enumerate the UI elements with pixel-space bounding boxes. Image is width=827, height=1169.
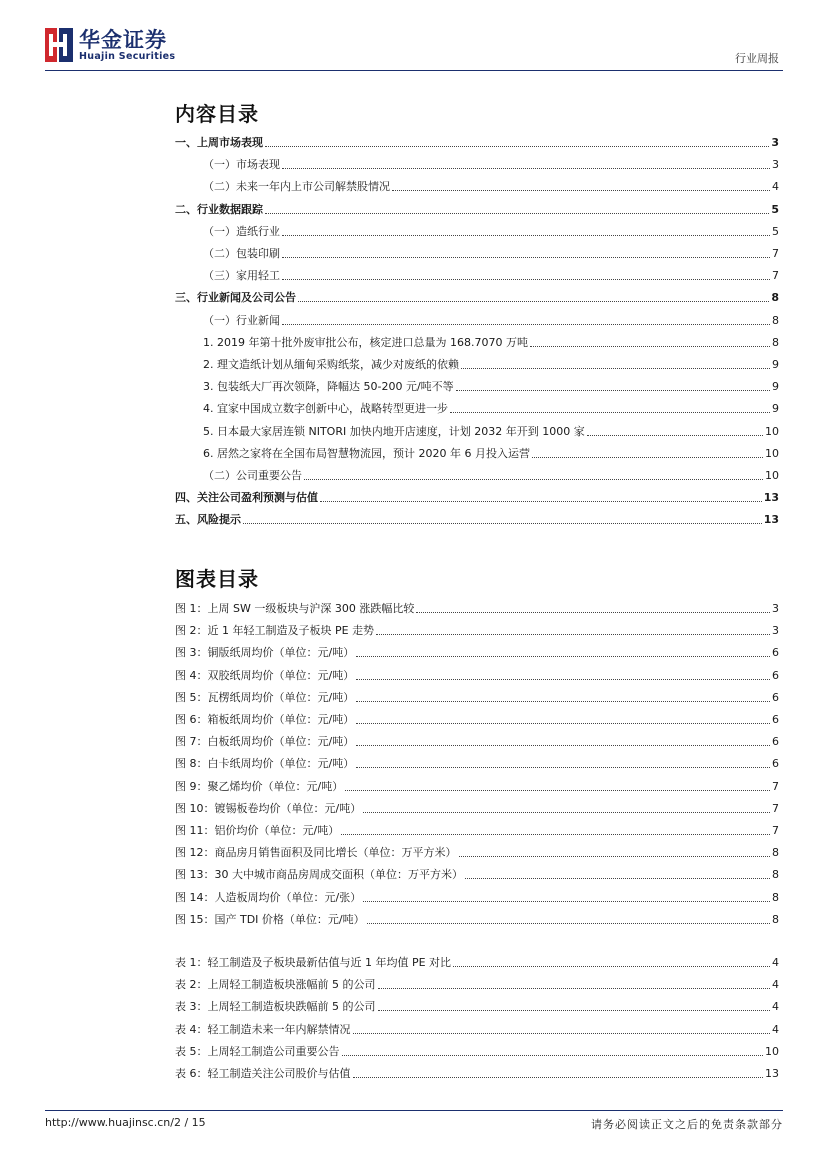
toc-entry-text: （一）市场表现: [203, 158, 280, 172]
toc-entry-page: 7: [772, 269, 779, 283]
toc-entry-page: 9: [772, 358, 779, 371]
table-entry-page: 10: [765, 1044, 779, 1058]
dot-leader: [363, 811, 770, 813]
dot-leader: [363, 900, 770, 902]
dot-leader: [243, 522, 762, 524]
figure-entry[interactable]: [175, 667, 779, 683]
dot-leader: [456, 389, 770, 391]
figure-entry[interactable]: [175, 622, 779, 638]
dot-leader: [416, 611, 770, 613]
figure-entry-text: 图 6：箱板纸周均价（单位：元/吨）: [175, 713, 355, 726]
dot-leader: [282, 323, 770, 325]
figure-entry[interactable]: [175, 733, 779, 749]
figure-entry[interactable]: [175, 689, 779, 705]
logo-mark-icon: [45, 28, 73, 62]
dot-leader: [304, 478, 763, 480]
dot-leader: [356, 744, 770, 746]
toc-entry-text: 3. 包装纸大厂再次领降，降幅达 50-200 元/吨不等: [203, 380, 454, 394]
figure-entry-text: 图 8：白卡纸周均价（单位：元/吨）: [175, 757, 355, 771]
company-logo: [45, 28, 175, 62]
table-entry-text: 表 2：上周轻工制造板块涨幅前 5 的公司: [175, 978, 376, 992]
logo-chinese-name: 华金证券: [79, 27, 167, 52]
dot-leader: [453, 965, 770, 967]
toc-entry[interactable]: [175, 134, 779, 150]
table-entry-page: 13: [765, 1067, 779, 1080]
dot-leader: [342, 1054, 764, 1056]
toc-entry[interactable]: [175, 201, 779, 217]
figure-entry-text: 图 15：国产 TDI 价格（单位：元/吨）: [175, 912, 365, 926]
toc-entry[interactable]: [203, 223, 779, 239]
toc-entry[interactable]: [203, 156, 779, 172]
dot-leader: [298, 300, 769, 302]
figure-entry[interactable]: [175, 711, 779, 727]
toc-entry[interactable]: [203, 467, 779, 483]
dot-leader: [265, 212, 769, 214]
toc-entry-page: 8: [771, 291, 779, 305]
toc-entry-page: 8: [772, 313, 779, 327]
toc-entry-text: 四、关注公司盈利预测与估值: [175, 491, 318, 505]
toc-entry[interactable]: [203, 423, 779, 439]
figure-entry-page: 6: [772, 757, 779, 771]
toc-entry-text: 6. 居然之家将在全国布局智慧物流园，预计 2020 年 6 月投入运营: [203, 446, 530, 460]
dot-leader: [353, 1076, 764, 1078]
figure-entry-page: 7: [772, 801, 779, 815]
dot-leader: [465, 877, 770, 879]
header-divider: [45, 70, 783, 71]
figure-entry-text: 图 12：商品房月销售面积及同比增长（单位：万平方米）: [175, 846, 457, 860]
table-entry-text: 表 5：上周轻工制造公司重要公告: [175, 1044, 340, 1058]
toc-entry[interactable]: [203, 178, 779, 194]
toc-entry-text: 1. 2019 年第十批外废审批公布，核定进口总量为 168.7070 万吨: [203, 335, 528, 349]
dot-leader: [356, 766, 770, 768]
toc-entry-page: 8: [772, 335, 779, 349]
toc-entry-page: 4: [772, 180, 779, 194]
toc-entry[interactable]: [175, 489, 779, 505]
figure-entry-page: 6: [772, 713, 779, 726]
figure-entry-text: 图 7：白板纸周均价（单位：元/吨）: [175, 735, 355, 749]
toc-entry-text: （一）行业新闻: [203, 313, 280, 327]
figures-title: 图表目录: [175, 567, 259, 591]
toc-entry[interactable]: [203, 334, 779, 350]
dot-leader: [282, 278, 770, 280]
table-entry[interactable]: [175, 998, 779, 1014]
figure-entry-page: 7: [772, 779, 779, 793]
dot-leader: [356, 678, 770, 680]
figure-entry[interactable]: [175, 600, 779, 616]
figure-entry[interactable]: [175, 844, 779, 860]
toc-entry[interactable]: [175, 289, 779, 305]
figure-entry-text: 图 1：上周 SW 一级板块与沪深 300 涨跌幅比较: [175, 602, 415, 615]
toc-entry-text: （一）造纸行业: [203, 224, 280, 238]
table-entry-page: 4: [772, 1022, 779, 1036]
dot-leader: [341, 833, 770, 835]
footer-divider: [45, 1110, 783, 1111]
toc-entry[interactable]: [203, 400, 779, 416]
toc-entry-text: （二）公司重要公告: [203, 469, 302, 482]
dot-leader: [530, 345, 770, 347]
dot-leader: [356, 655, 770, 657]
toc-entry-page: 9: [772, 380, 779, 394]
figure-entry[interactable]: [175, 866, 779, 882]
table-entry-text: 表 6：轻工制造关注公司股价与估值: [175, 1067, 351, 1080]
figure-entry-text: 图 9：聚乙烯均价（单位：元/吨）: [175, 779, 344, 793]
table-entry-page: 4: [772, 956, 779, 969]
figure-entry-page: 6: [772, 646, 779, 660]
figure-entry-text: 图 5：瓦楞纸周均价（单位：元/吨）: [175, 690, 355, 704]
toc-entry-text: （二）包装印刷: [203, 247, 280, 260]
toc-entry-text: 2. 理文造纸计划从缅甸采购纸浆，减少对废纸的依赖: [203, 358, 459, 371]
figure-entry-page: 7: [772, 824, 779, 837]
toc-entry-page: 7: [772, 247, 779, 260]
dot-leader: [392, 189, 770, 191]
dot-leader: [265, 145, 769, 147]
dot-leader: [587, 434, 763, 436]
toc-entry-text: 一、上周市场表现: [175, 136, 263, 149]
figure-entry-page: 8: [772, 868, 779, 882]
figure-entry-text: 图 4：双胶纸周均价（单位：元/吨）: [175, 668, 355, 682]
table-entry-page: 4: [772, 978, 779, 992]
dot-leader: [376, 633, 770, 635]
dot-leader: [353, 1032, 771, 1034]
toc-entry[interactable]: [203, 445, 779, 461]
table-entry-page: 4: [772, 1000, 779, 1014]
figure-entry-page: 8: [772, 912, 779, 926]
toc-entry-text: （二）未来一年内上市公司解禁股情况: [203, 180, 390, 194]
toc-entry-text: 4. 宜家中国成立数字创新中心，战略转型更进一步: [203, 402, 448, 416]
table-entry[interactable]: [175, 1065, 779, 1081]
footer-disclaimer: 请务必阅读正文之后的免责条款部分: [591, 1118, 783, 1131]
toc-entry[interactable]: [203, 378, 779, 394]
toc-entry-page: 5: [772, 224, 779, 238]
figure-entry[interactable]: [175, 778, 779, 794]
dot-leader: [356, 722, 770, 724]
toc-entry-page: 5: [771, 202, 779, 216]
toc-entry-page: 3: [772, 158, 779, 172]
dot-leader: [320, 500, 762, 502]
table-entry[interactable]: [175, 954, 779, 970]
dot-leader: [356, 700, 770, 702]
toc-entry-page: 13: [763, 513, 779, 527]
figure-entry-text: 图 2：近 1 年轻工制造及子板块 PE 走势: [175, 624, 375, 638]
toc-entry[interactable]: [175, 511, 779, 527]
dot-leader: [450, 411, 770, 413]
figure-entry-text: 图 3：铜版纸周均价（单位：元/吨）: [175, 646, 355, 660]
figure-entry-text: 图 13：30 大中城市商品房周成交面积（单位：万平方米）: [175, 868, 463, 882]
figure-entry-text: 图 14：人造板周均价（单位：元/张）: [175, 890, 362, 904]
table-entry[interactable]: [175, 1043, 779, 1059]
dot-leader: [459, 855, 771, 857]
toc-entry-page: 9: [772, 402, 779, 416]
figure-entry[interactable]: [175, 800, 779, 816]
table-entry[interactable]: [175, 1021, 779, 1037]
dot-leader: [282, 256, 770, 258]
toc-entry-page: 10: [765, 446, 779, 460]
table-entry-text: 表 3：上周轻工制造板块跌幅前 5 的公司: [175, 1000, 376, 1014]
toc-title: 内容目录: [175, 102, 259, 126]
toc-entry-text: 三、行业新闻及公司公告: [175, 291, 296, 305]
figure-entry[interactable]: [175, 889, 779, 905]
figure-entry[interactable]: [175, 822, 779, 838]
footer-url-page[interactable]: http://www.huajinsc.cn/2 / 15: [45, 1116, 206, 1129]
dot-leader: [378, 1009, 771, 1011]
toc-entry-page: 10: [765, 424, 779, 438]
figure-entry[interactable]: [175, 755, 779, 771]
dot-leader: [532, 456, 763, 458]
toc-entry[interactable]: [203, 312, 779, 328]
figure-entry-page: 3: [772, 624, 779, 638]
toc-entry-text: 五、风险提示: [175, 513, 241, 527]
logo-english-name: Huajin Securities: [79, 50, 176, 62]
page-header: [45, 26, 783, 72]
toc-entry-text: （三）家用轻工: [203, 269, 280, 283]
dot-leader: [345, 789, 770, 791]
figure-entry-page: 3: [772, 602, 779, 615]
figure-entry-page: 6: [772, 735, 779, 749]
figure-entry-text: 图 11：铝价均价（单位：元/吨）: [175, 824, 340, 837]
dot-leader: [378, 987, 771, 989]
figure-entry-page: 6: [772, 690, 779, 704]
figure-entry-page: 8: [772, 890, 779, 904]
dot-leader: [282, 167, 770, 169]
report-type: 行业周报: [735, 52, 779, 65]
toc-entry-page: 13: [763, 491, 779, 505]
figure-entry-page: 8: [772, 846, 779, 860]
figure-entry[interactable]: [175, 644, 779, 660]
toc-entry-text: 二、行业数据跟踪: [175, 202, 263, 216]
dot-leader: [367, 922, 770, 924]
figure-entry[interactable]: [175, 911, 779, 927]
toc-entry-page: 10: [765, 469, 779, 482]
table-entry-text: 表 4：轻工制造未来一年内解禁情况: [175, 1022, 351, 1036]
toc-entry-page: 3: [771, 136, 779, 149]
toc-entry[interactable]: [203, 245, 779, 261]
figure-entry-text: 图 10：镀锡板卷均价（单位：元/吨）: [175, 801, 362, 815]
toc-entry[interactable]: [203, 267, 779, 283]
toc-entry[interactable]: [203, 356, 779, 372]
table-entry[interactable]: [175, 976, 779, 992]
dot-leader: [461, 367, 770, 369]
toc-entry-text: 5. 日本最大家居连锁 NITORI 加快内地开店速度，计划 2032 年开到 1000 家: [203, 424, 585, 438]
dot-leader: [282, 234, 770, 236]
figure-entry-page: 6: [772, 668, 779, 682]
table-entry-text: 表 1：轻工制造及子板块最新估值与近 1 年均值 PE 对比: [175, 956, 452, 969]
